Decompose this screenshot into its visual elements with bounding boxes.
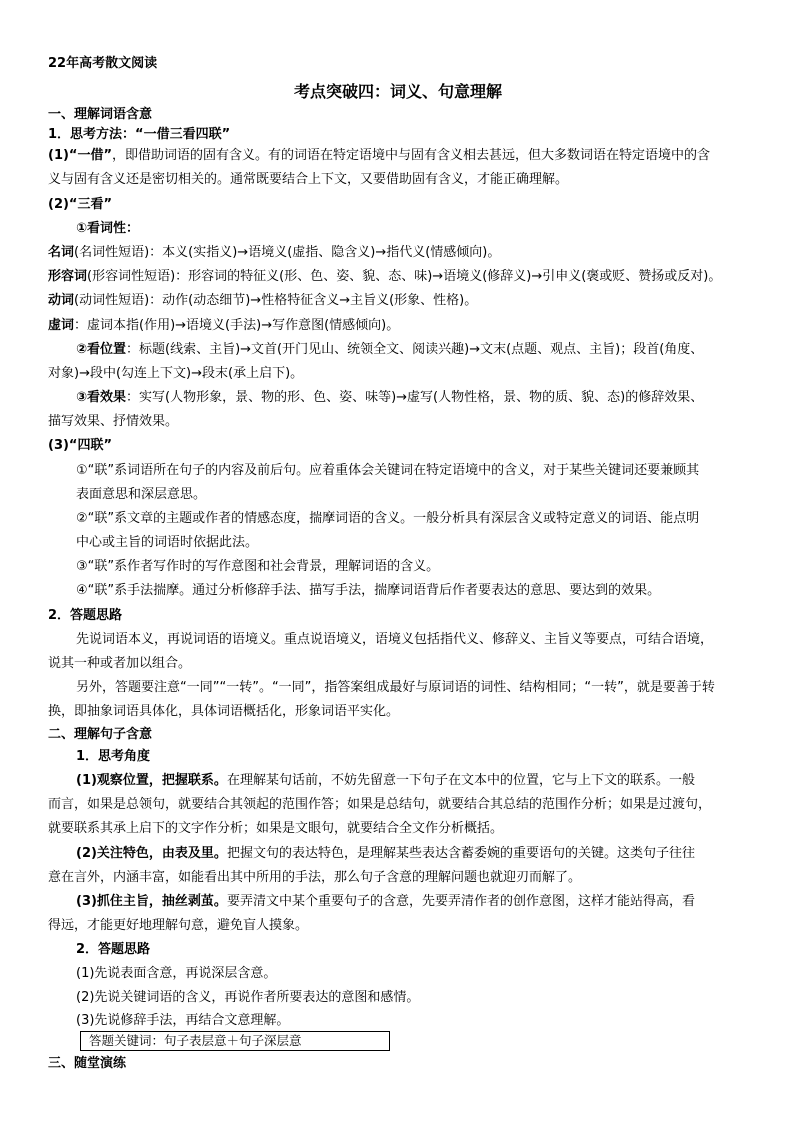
verb-lead: 动词 xyxy=(48,293,75,308)
kan-weizhi-lead: ②看位置 xyxy=(76,342,127,357)
angle-item-text: 要弄清文中某个重要句子的含意，先要弄清作者的创作意图，这样才能站得高，看 xyxy=(226,894,695,909)
function-word-line xyxy=(48,318,399,334)
verb-line xyxy=(48,293,477,309)
lian-item-2-cont: 中心或主旨的词语时依据此法。 xyxy=(76,535,259,550)
paragraph-lead: (1)“一借” xyxy=(48,148,113,163)
paragraph-line: 另外，答题要注意“一同”“一转”。“一同”，指答案组成最好与原词语的词性、结构相同；“一转”，就是要善于转 xyxy=(76,680,715,695)
section-3-heading: 三、随堂演练 xyxy=(48,1056,127,1071)
kan-weizhi-text: ：标题(线索、主旨)→文首(开门见山、统领全文、阅读兴趣)→文末(点题、观点、主旨)；段首(角度、 xyxy=(126,342,704,357)
noun-line xyxy=(48,245,500,261)
section-2-heading: 二、理解句子含意 xyxy=(48,727,153,742)
paragraph-line: 对象)→段中(勾连上下文)→段末(承上启下)。 xyxy=(48,366,304,381)
lian-item-1-cont: 表面意思和深层意思。 xyxy=(76,487,207,502)
sankan-heading: (2)“三看” xyxy=(48,197,113,212)
method-heading: 1．思考方法：“一借三看四联” xyxy=(48,127,231,142)
adjective-line xyxy=(48,269,721,285)
section-1-heading: 一、理解词语含意 xyxy=(48,107,153,122)
lian-item-2: ②“联”系文章的主题或作者的情感态度，揣摩词语的含义。一般分析具有深层含义或特定意义的词语、能点明 xyxy=(76,511,700,526)
step-1: (1)先说表面含意，再说深层含意。 xyxy=(76,966,277,981)
paragraph-line: 说其一种或者加以组合。 xyxy=(48,656,192,671)
paragraph-line: 意在言外，内涵丰富，如能看出其中所用的手法，那么句子含意的理解问题也就迎刃而解了。 xyxy=(48,870,582,885)
keyword-box-text: 答题关键词：句子表层意＋句子深层意 xyxy=(89,1033,302,1048)
verb-text: (动词性短语)：动作(动态细节)→性格特征含义→主旨义(形象、性格)。 xyxy=(74,293,478,308)
angle-item-text: 把握文句的表达特色，是理解某些表达含蓄委婉的重要语句的关键。这类句子往往 xyxy=(226,846,695,861)
answer-approach-heading-2: 2．答题思路 xyxy=(76,942,151,957)
paragraph-line: 先说词语本义，再说词语的语境义。重点说语境义，语境义包括指代义、修辞义、主旨义等要点，可结合语境， xyxy=(76,632,714,647)
kan-cixing-heading: ①看词性： xyxy=(76,221,140,236)
paragraph-line: 义与固有含义还是密切相关的。通常既要结合上下文，又要借助固有含义，才能正确理解。 xyxy=(48,172,569,187)
noun-lead: 名词 xyxy=(48,245,75,260)
angle-item-lead: (2)关注特色，由表及里。 xyxy=(76,846,227,861)
angle-item-text: 在理解某句话前，不妨先留意一下句子在文本中的位置，它与上下文的联系。一般 xyxy=(226,773,695,788)
kan-weizhi-line xyxy=(76,342,703,358)
kan-xiaoguo-line xyxy=(76,390,703,406)
lian-item-3: ③“联”系作者写作时的写作意图和社会背景，理解词语的含义。 xyxy=(76,559,440,574)
lian-item-1: ①“联”系词语所在句子的内容及前后句。应着重体会关键词在特定语境中的含义，对于某些关键词还要兼顾其 xyxy=(76,463,700,478)
paragraph-yijie xyxy=(48,148,710,164)
doc-label: 22年高考散文阅读 xyxy=(48,56,158,71)
kan-xiaoguo-text: ：实写(人物形象，景、物的形、色、姿、味等)→虚写(人物性格，景、物的质、貌、态)的修辞效果、 xyxy=(126,390,704,405)
paragraph-line: 得远，才能更好地理解句意，避免盲人摸象。 xyxy=(48,918,309,933)
angle-item-2 xyxy=(76,846,695,862)
step-2: (2)先说关键词语的含义，再说作者所要表达的意图和感情。 xyxy=(76,990,420,1005)
paragraph-text: ，即借助词语的固有含义。有的词语在特定语境中与固有含义相去甚远，但大多数词语在特定语境中的含 xyxy=(112,148,711,163)
silian-heading: (3)“四联” xyxy=(48,438,113,453)
angle-item-lead: (3)抓住主旨，抽丝剥茧。 xyxy=(76,894,227,909)
angle-item-3 xyxy=(76,894,695,910)
paragraph-line: 而言，如果是总领句，就要结合其领起的范围作答；如果是总结句，就要结合其总结的范围作分析；如果是过渡句， xyxy=(48,797,712,812)
paragraph-line: 描写效果、抒情效果。 xyxy=(48,414,179,429)
function-word-text: ：虚词本指(作用)→语境义(手法)→写作意图(情感倾向)。 xyxy=(74,318,400,333)
step-3: (3)先说修辞手法，再结合文意理解。 xyxy=(76,1013,290,1028)
paragraph-line: 就要联系其承上启下的文字作分析；如果是文眼句，就要结合全文作分析概括。 xyxy=(48,821,504,836)
angle-item-1 xyxy=(76,773,695,789)
adjective-lead: 形容词 xyxy=(48,269,88,284)
function-word-lead: 虚词 xyxy=(48,318,75,333)
keyword-box xyxy=(80,1031,390,1051)
angle-item-lead: (1)观察位置，把握联系。 xyxy=(76,773,227,788)
lian-item-4: ④“联”系手法揣摩。通过分析修辞手法、描写手法，揣摩词语背后作者要表达的意思、要达到的效果。 xyxy=(76,583,661,598)
angle-heading: 1．思考角度 xyxy=(76,749,151,764)
paragraph-line: 换，即抽象词语具体化，具体词语概括化，形象词语平实化。 xyxy=(48,704,400,719)
adjective-text: (形容词性短语)：形容词的特征义(形、色、姿、貌、态、味)→语境义(修辞义)→引申义(褒或贬、赞扬或反对)。 xyxy=(87,269,722,284)
kan-xiaoguo-lead: ③看效果 xyxy=(76,390,127,405)
noun-text: (名词性短语)：本义(实指义)→语境义(虚指、隐含义)→指代义(情感倾向)。 xyxy=(74,245,501,260)
page-title: 考点突破四：词义、句意理解 xyxy=(293,82,502,101)
answer-approach-heading: 2．答题思路 xyxy=(48,608,123,623)
